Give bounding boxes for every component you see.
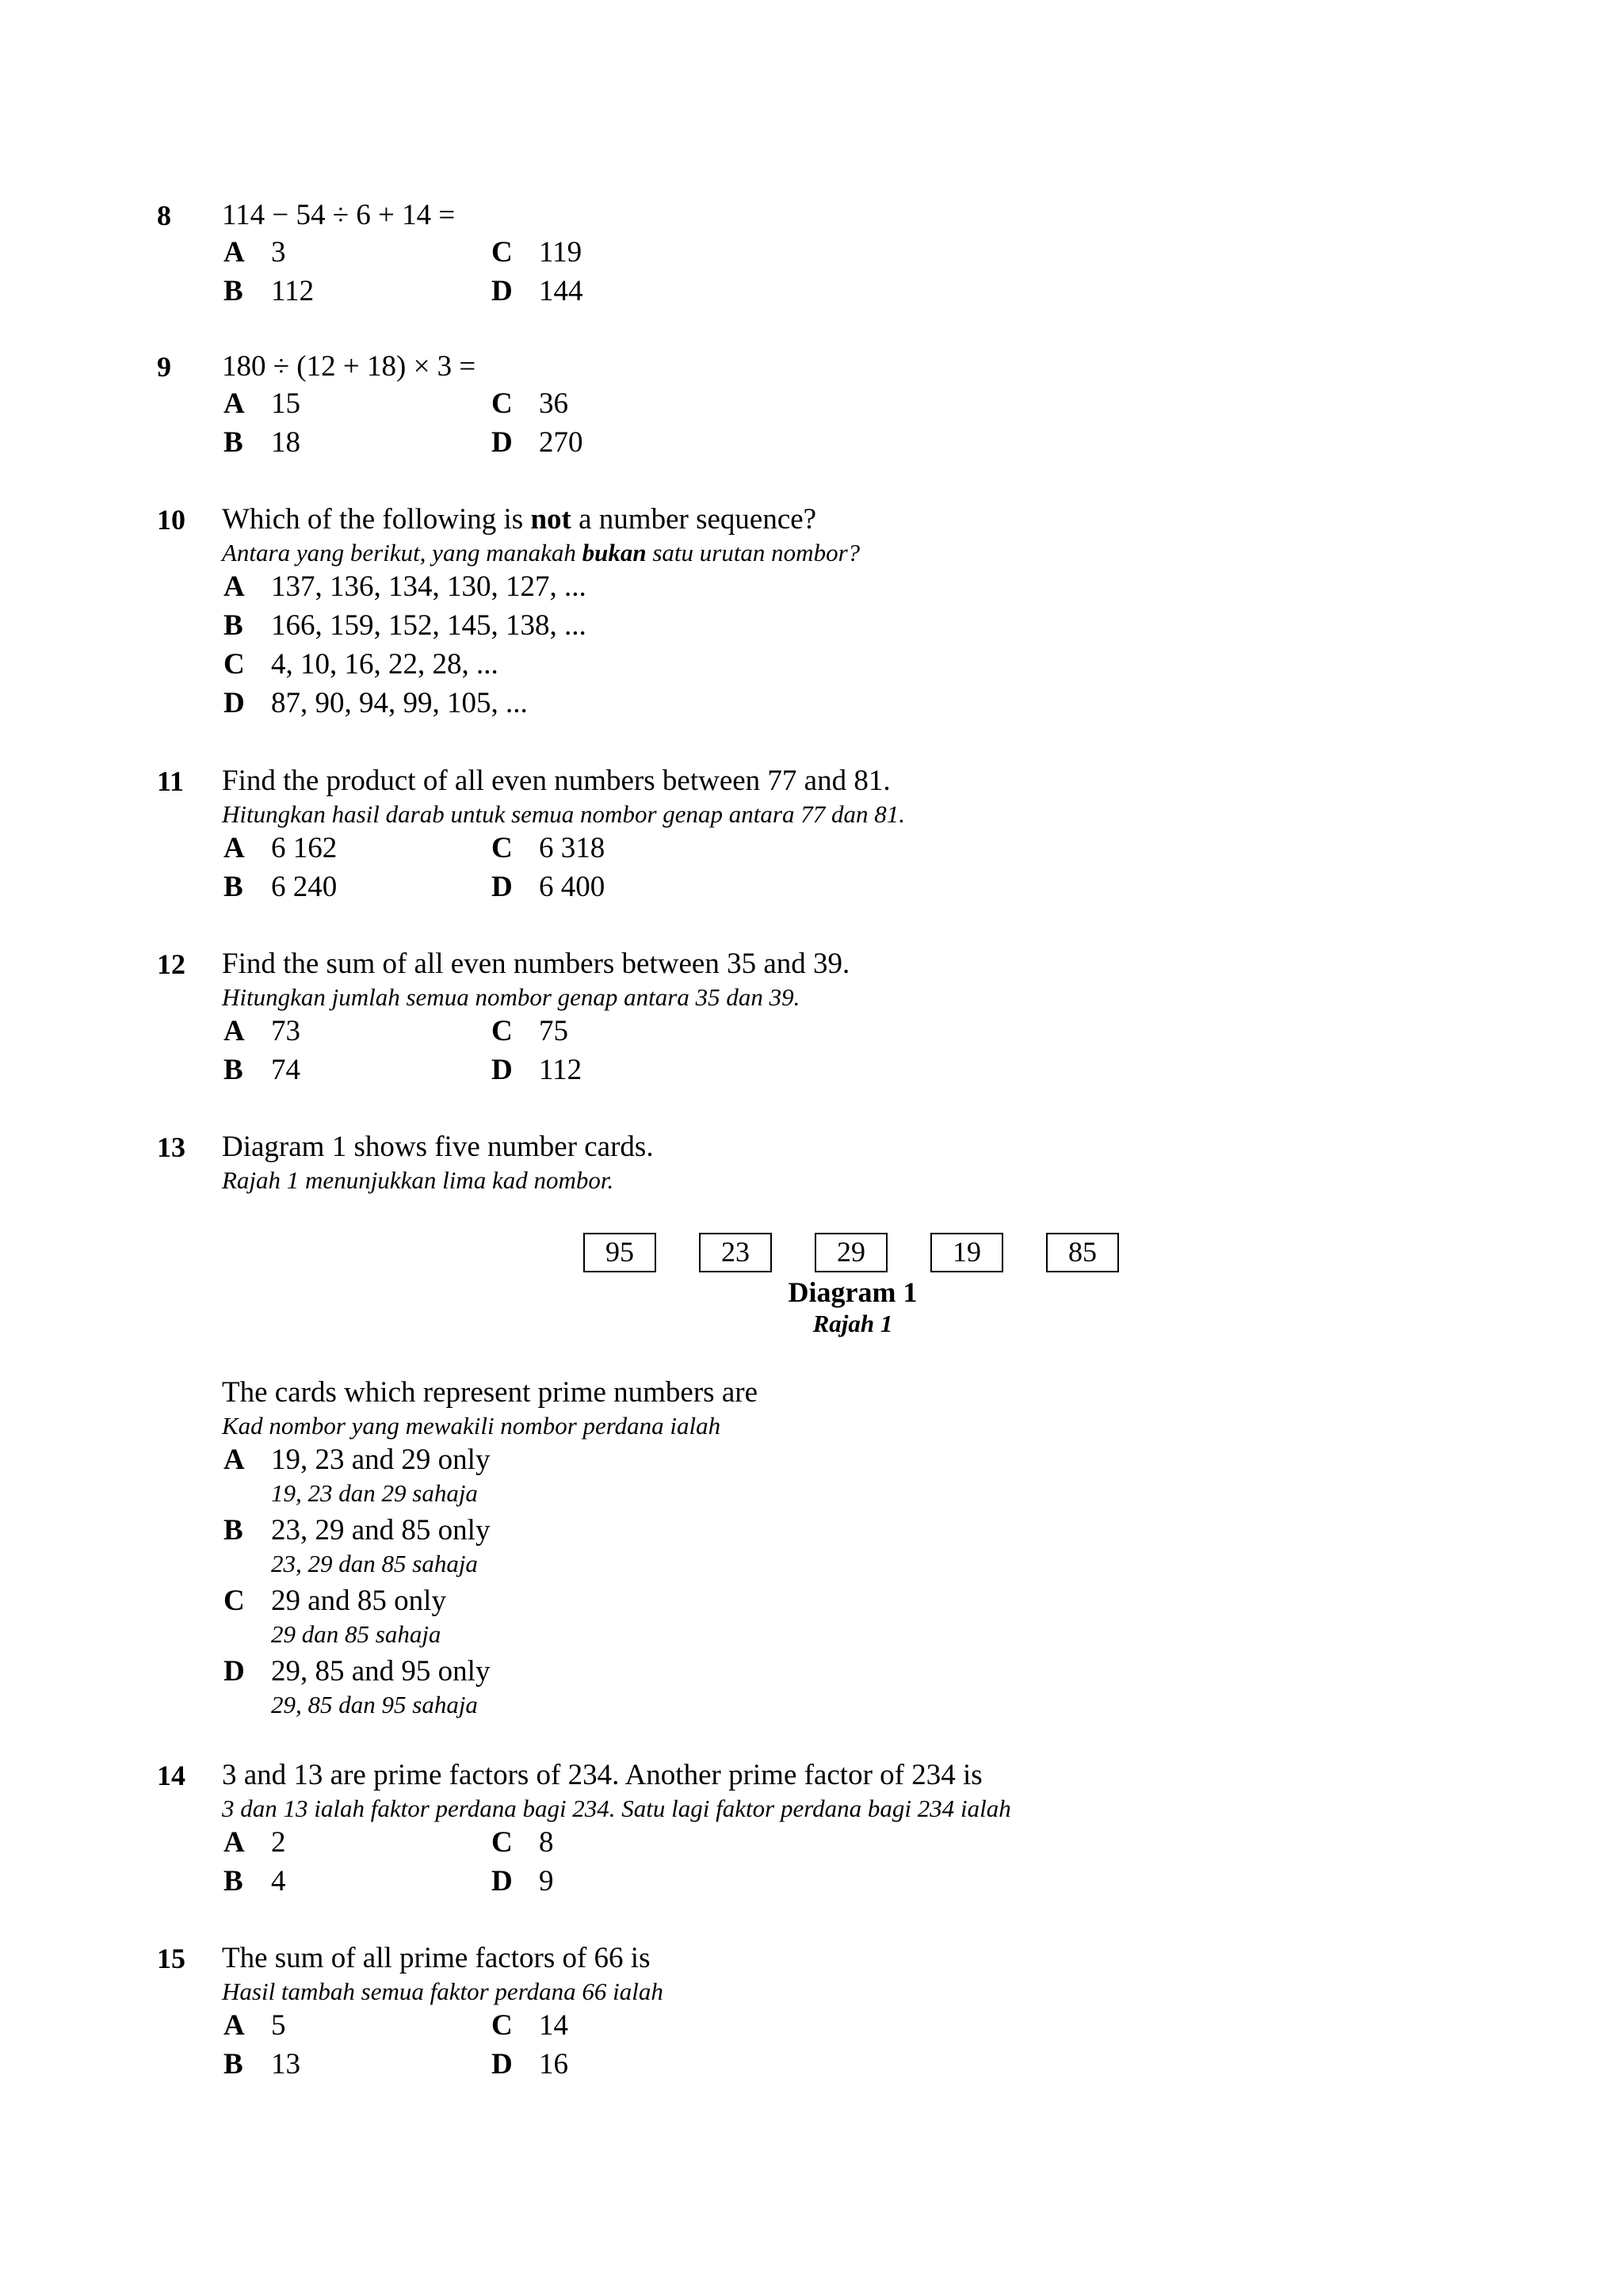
option-letter: A xyxy=(223,2009,245,2042)
option-text: 23, 29 and 85 only xyxy=(271,1514,491,1547)
option-letter: D xyxy=(223,687,245,719)
option-text: 19, 23 and 29 only xyxy=(271,1444,491,1476)
diagram-title: Diagram 1 xyxy=(788,1276,918,1308)
number-cards xyxy=(0,1233,1623,1272)
stem-part: a number sequence? xyxy=(571,503,817,536)
option-text: 2 xyxy=(271,1826,286,1859)
option-text-malay: 23, 29 dan 85 sahaja xyxy=(271,1550,478,1577)
question-stem-malay: Rajah 1 menunjukkan lima kad nombor. xyxy=(222,1166,614,1194)
option-text: 36 xyxy=(539,387,568,420)
option-letter: B xyxy=(223,871,243,903)
question-stem: 3 and 13 are prime factors of 234. Another prime factor of 234 is xyxy=(222,1759,983,1791)
option-letter: C xyxy=(491,387,513,420)
option-letter: D xyxy=(223,1655,245,1688)
option-letter: C xyxy=(491,1015,513,1047)
option-d[interactable] xyxy=(491,2047,568,2082)
option-c[interactable] xyxy=(491,1825,554,1860)
option-letter: A xyxy=(223,1826,245,1859)
question-stem xyxy=(222,502,816,537)
option-d[interactable] xyxy=(223,686,528,721)
option-c[interactable] xyxy=(491,831,605,866)
option-letter: B xyxy=(223,1514,243,1547)
option-letter: A xyxy=(223,1444,245,1476)
option-b[interactable] xyxy=(223,425,300,460)
option-text: 18 xyxy=(271,426,300,459)
option-text: 144 xyxy=(539,275,583,307)
stem-emphasis: bukan xyxy=(582,539,647,566)
option-letter: A xyxy=(223,832,245,864)
question-stem-malay xyxy=(222,537,860,569)
option-text: 73 xyxy=(271,1015,300,1047)
question-stem-2: The cards which represent prime numbers are xyxy=(222,1376,758,1409)
option-d[interactable] xyxy=(223,1654,490,1721)
option-text-malay: 19, 23 dan 29 sahaja xyxy=(271,1479,478,1507)
option-d[interactable] xyxy=(491,425,583,460)
option-text: 15 xyxy=(271,387,300,420)
option-text: 112 xyxy=(271,275,315,307)
option-text: 5 xyxy=(271,2009,286,2042)
option-b[interactable] xyxy=(223,608,586,643)
stem-part: Which of the following is xyxy=(222,503,531,536)
question-stem-malay: Hitungkan jumlah semua nombor genap antara 35 dan 39. xyxy=(222,983,800,1011)
option-letter: A xyxy=(223,387,245,420)
option-text: 112 xyxy=(539,1054,582,1086)
option-letter: A xyxy=(223,570,245,603)
question-number: 11 xyxy=(157,765,185,797)
option-text: 270 xyxy=(539,426,583,459)
option-b[interactable] xyxy=(223,1513,490,1580)
question-stem: Diagram 1 shows five number cards. xyxy=(222,1131,654,1163)
number-card: 23 xyxy=(699,1233,772,1272)
option-c[interactable] xyxy=(491,1014,568,1049)
option-c[interactable] xyxy=(223,1584,446,1650)
option-c[interactable] xyxy=(491,387,568,421)
option-letter: D xyxy=(491,1054,513,1086)
question-number: 14 xyxy=(157,1760,185,1791)
option-text: 137, 136, 134, 130, 127, ... xyxy=(271,570,586,603)
option-b[interactable] xyxy=(223,1864,286,1899)
option-letter: B xyxy=(223,275,243,307)
option-c[interactable] xyxy=(223,647,498,682)
number-card: 29 xyxy=(815,1233,888,1272)
option-letter: A xyxy=(223,1015,245,1047)
option-d[interactable] xyxy=(491,870,605,905)
option-letter: C xyxy=(491,832,513,864)
question-stem-malay: Hasil tambah semua faktor perdana 66 ialah xyxy=(222,1978,663,2005)
stem-emphasis: not xyxy=(530,503,571,536)
option-letter: D xyxy=(491,2048,513,2081)
option-letter: C xyxy=(491,236,513,269)
option-letter: C xyxy=(491,2009,513,2042)
option-text: 14 xyxy=(539,2009,568,2042)
option-b[interactable] xyxy=(223,870,337,905)
option-text: 16 xyxy=(539,2048,568,2081)
number-card: 19 xyxy=(930,1233,1003,1272)
question-number: 9 xyxy=(157,351,171,383)
question-stem-malay: 3 dan 13 ialah faktor perdana bagi 234. Satu lagi faktor perdana bagi 234 ialah xyxy=(222,1794,1011,1822)
option-b[interactable] xyxy=(223,2047,300,2082)
option-letter: C xyxy=(223,648,245,681)
question-number: 13 xyxy=(157,1131,185,1163)
question-stem: The sum of all prime factors of 66 is xyxy=(222,1942,651,1974)
option-text: 29 and 85 only xyxy=(271,1585,446,1617)
option-letter: B xyxy=(223,609,243,642)
number-card: 95 xyxy=(583,1233,656,1272)
option-a[interactable] xyxy=(223,570,586,605)
option-letter: D xyxy=(491,275,513,307)
option-letter: C xyxy=(491,1826,513,1859)
option-text: 9 xyxy=(539,1865,554,1897)
option-text: 13 xyxy=(271,2048,300,2081)
question-number: 12 xyxy=(157,948,185,980)
option-c[interactable] xyxy=(491,235,582,270)
option-letter: D xyxy=(491,1865,513,1897)
stem-part: satu urutan nombor? xyxy=(646,539,861,566)
option-text: 119 xyxy=(539,236,582,269)
option-b[interactable] xyxy=(223,274,314,309)
option-text: 75 xyxy=(539,1015,568,1047)
question-stem: 114 − 54 ÷ 6 + 14 = xyxy=(222,199,456,231)
option-text-malay: 29 dan 85 sahaja xyxy=(271,1620,441,1648)
option-letter: D xyxy=(491,426,513,459)
stem-part: Antara yang berikut, yang manakah xyxy=(222,539,582,566)
option-text: 87, 90, 94, 99, 105, ... xyxy=(271,687,528,719)
option-text: 6 318 xyxy=(539,832,605,864)
option-a[interactable] xyxy=(223,1014,300,1049)
option-letter: B xyxy=(223,1054,243,1086)
diagram-title-malay: Rajah 1 xyxy=(812,1310,893,1337)
option-a[interactable] xyxy=(223,1825,286,1860)
option-text: 8 xyxy=(539,1826,554,1859)
option-a[interactable] xyxy=(223,387,300,421)
question-stem-malay: Hitungkan hasil darab untuk semua nombor genap antara 77 dan 81. xyxy=(222,800,905,828)
question-number: 8 xyxy=(157,200,171,231)
option-letter: A xyxy=(223,236,245,269)
option-text: 6 400 xyxy=(539,871,605,903)
option-text: 6 240 xyxy=(271,871,338,903)
option-a[interactable] xyxy=(223,235,286,270)
question-stem: Find the product of all even numbers between 77 and 81. xyxy=(222,765,891,797)
question-stem: 180 ÷ (12 + 18) × 3 = xyxy=(222,350,476,383)
question-stem-2-malay: Kad nombor yang mewakili nombor perdana ialah xyxy=(222,1412,721,1440)
option-d[interactable] xyxy=(491,1053,582,1088)
option-d[interactable] xyxy=(491,274,583,309)
option-text: 166, 159, 152, 145, 138, ... xyxy=(271,609,586,642)
option-text: 4 xyxy=(271,1865,286,1897)
option-text: 74 xyxy=(271,1054,300,1086)
option-d[interactable] xyxy=(491,1864,554,1899)
option-a[interactable] xyxy=(223,1443,490,1509)
question-stem: Find the sum of all even numbers between 35 and 39. xyxy=(222,948,850,980)
option-letter: B xyxy=(223,426,243,459)
option-letter: B xyxy=(223,1865,243,1897)
option-a[interactable] xyxy=(223,2008,286,2043)
option-text-malay: 29, 85 dan 95 sahaja xyxy=(271,1691,478,1718)
number-card: 85 xyxy=(1046,1233,1119,1272)
option-text: 4, 10, 16, 22, 28, ... xyxy=(271,648,498,681)
option-c[interactable] xyxy=(491,2008,568,2043)
option-text: 6 162 xyxy=(271,832,338,864)
option-text: 3 xyxy=(271,236,286,269)
option-a[interactable] xyxy=(223,831,337,866)
option-b[interactable] xyxy=(223,1053,300,1088)
option-letter: D xyxy=(491,871,513,903)
option-letter: B xyxy=(223,2048,243,2081)
option-text: 29, 85 and 95 only xyxy=(271,1655,491,1688)
question-number: 10 xyxy=(157,504,185,536)
question-number: 15 xyxy=(157,1943,185,1974)
option-letter: C xyxy=(223,1585,245,1617)
